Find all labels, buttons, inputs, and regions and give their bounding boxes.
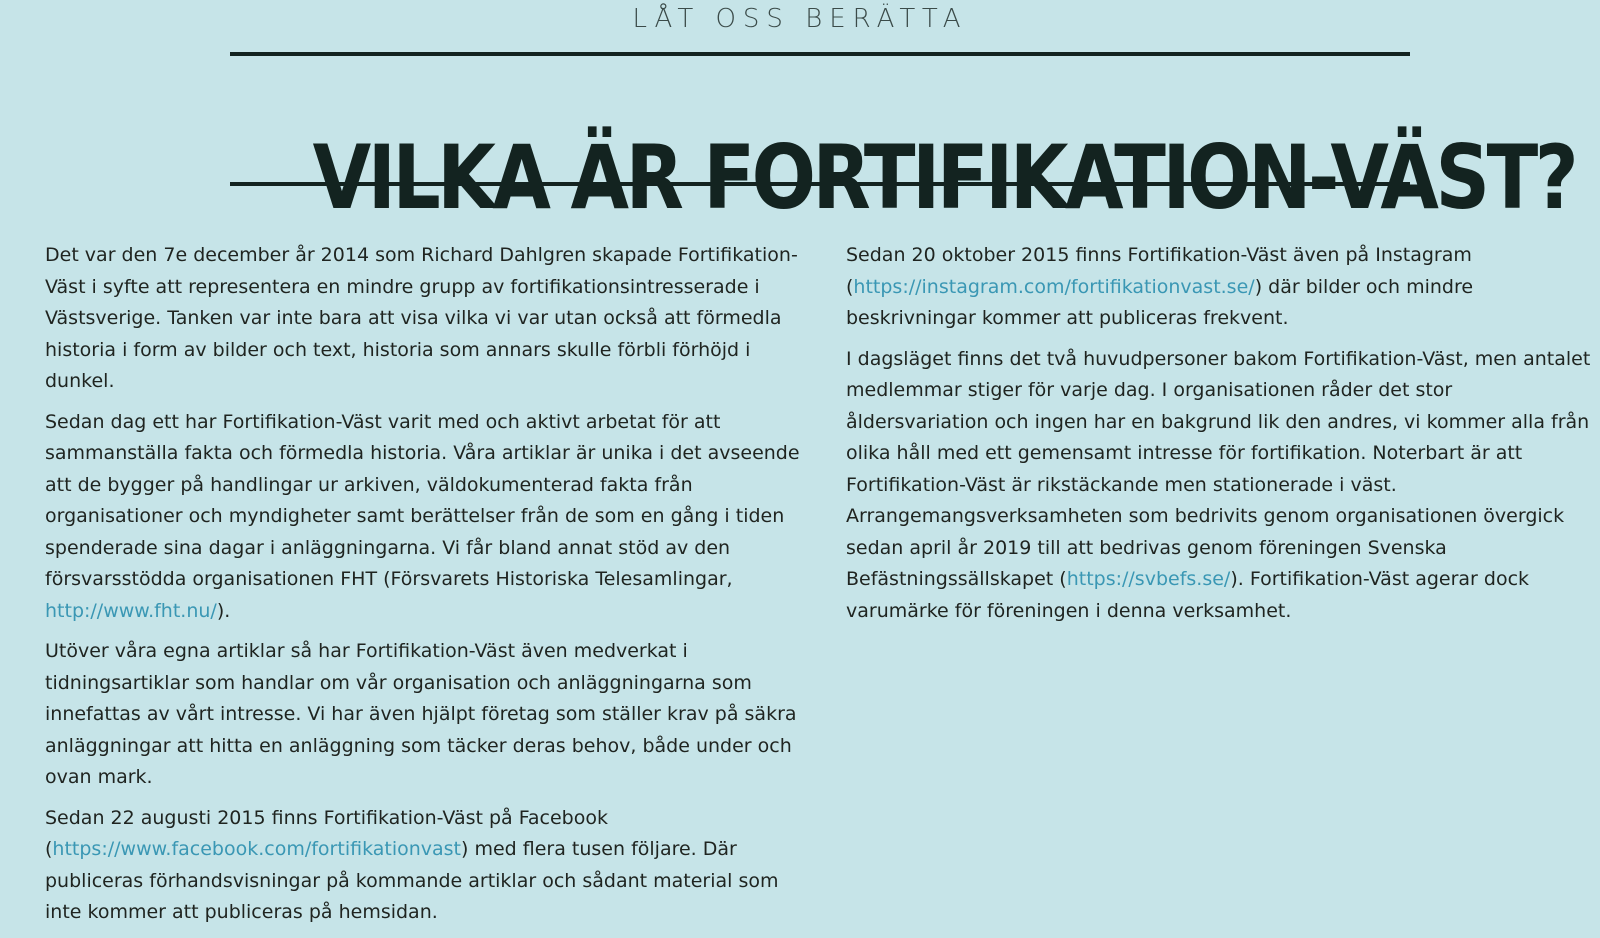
paragraph-organisation-end: ). Fortifikation-Väst agerar dock varumärke för föreningen i denna verksamhet. <box>846 568 1530 622</box>
svbefs-link[interactable]: https://svbefs.se/ <box>1066 568 1231 590</box>
paragraph-mission-end: ). <box>216 599 231 622</box>
paragraph-facebook-end: ) med flera tusen följare. Där publiceras förhandsvisningar på kommande artiklar och sådant material som inte kommer att publiceras på hemsidan. <box>45 838 779 923</box>
paragraph-mission <box>45 407 805 628</box>
paragraph-facebook-text: Sedan 22 augusti 2015 finns Fortifikation-Väst på Facebook ( <box>45 806 608 860</box>
paragraph-media: Utöver våra egna artiklar så har Fortifikation-Väst även medverkat i tidningsartiklar som handlar om vår organisation och anläggningarna som innefattas av vårt intresse. Vi har även hjälpt företag som ställer krav på säkra anläggningar att hitta en anläggning som täcker deras behov, både under och ovan mark. <box>45 640 797 788</box>
left-text-column <box>45 240 805 938</box>
paragraph-instagram <box>846 240 1594 335</box>
page-title: VILKA ÄR FORTIFIKATION-VÄST? <box>312 125 1576 229</box>
paragraph-mission-text: Sedan dag ett har Fortifikation-Väst varit med och aktivt arbetat för att sammanställa fakta och förmedla historia. Våra artiklar är unika i det avseende att de bygger på handlingar ur arkiven, väldokumenterad fakta från organisationer och myndigheter samt berättelser från de som en gång i tiden spenderade sina dagar i anläggningarna. Vi får bland annat stöd av den försvarsstödda organisationen FHT (Försvarets Historiska Telesamlingar, <box>45 410 800 590</box>
facebook-link[interactable]: https://www.facebook.com/fortifikationvast <box>52 838 462 860</box>
paragraph-facebook <box>45 803 805 929</box>
right-text-column <box>846 240 1594 636</box>
paragraph-instagram-text: Sedan 20 oktober 2015 finns Fortifikation-Väst även på Instagram ( <box>846 244 1472 298</box>
paragraph-founding: Det var den 7e december år 2014 som Richard Dahlgren skapade Fortifikation-Väst i syfte att representera en mindre grupp av fortifikationsintresserade i Västsverige. Tanken var inte bara att visa vilka vi var utan också att förmedla historia i form av bilder och text, historia som annars skulle förbli förhöjd i dunkel. <box>45 244 798 392</box>
section-eyebrow: LÅT OSS BERÄTTA <box>632 4 968 34</box>
title-block <box>230 52 1576 229</box>
instagram-link[interactable]: https://instagram.com/fortifikationvast.se/ <box>853 275 1255 298</box>
paragraph-organisation <box>846 344 1594 628</box>
fht-link[interactable]: http://www.fht.nu/ <box>45 599 217 622</box>
paragraph-instagram-end: ) där bilder och mindre beskrivningar kommer att publiceras frekvent. <box>846 275 1474 329</box>
paragraph-organisation-text: I dagsläget finns det två huvudpersoner bakom Fortifikation-Väst, men antalet medlemmar stiger för varje dag. I organisationen råder det stor åldersvariation och ingen har en bakgrund lik den andres, vi kommer alla från olika håll med ett gemensamt intresse för fortifikation. Noterbart är att Fortifikation-Väst är rikstäckande men stationerade i väst. Arrangemangsverksamheten som bedrivits genom organisationen övergick sedan april år 2019 till att bedrivas genom föreningen Svenska Befästningssällskapet ( <box>846 347 1591 590</box>
